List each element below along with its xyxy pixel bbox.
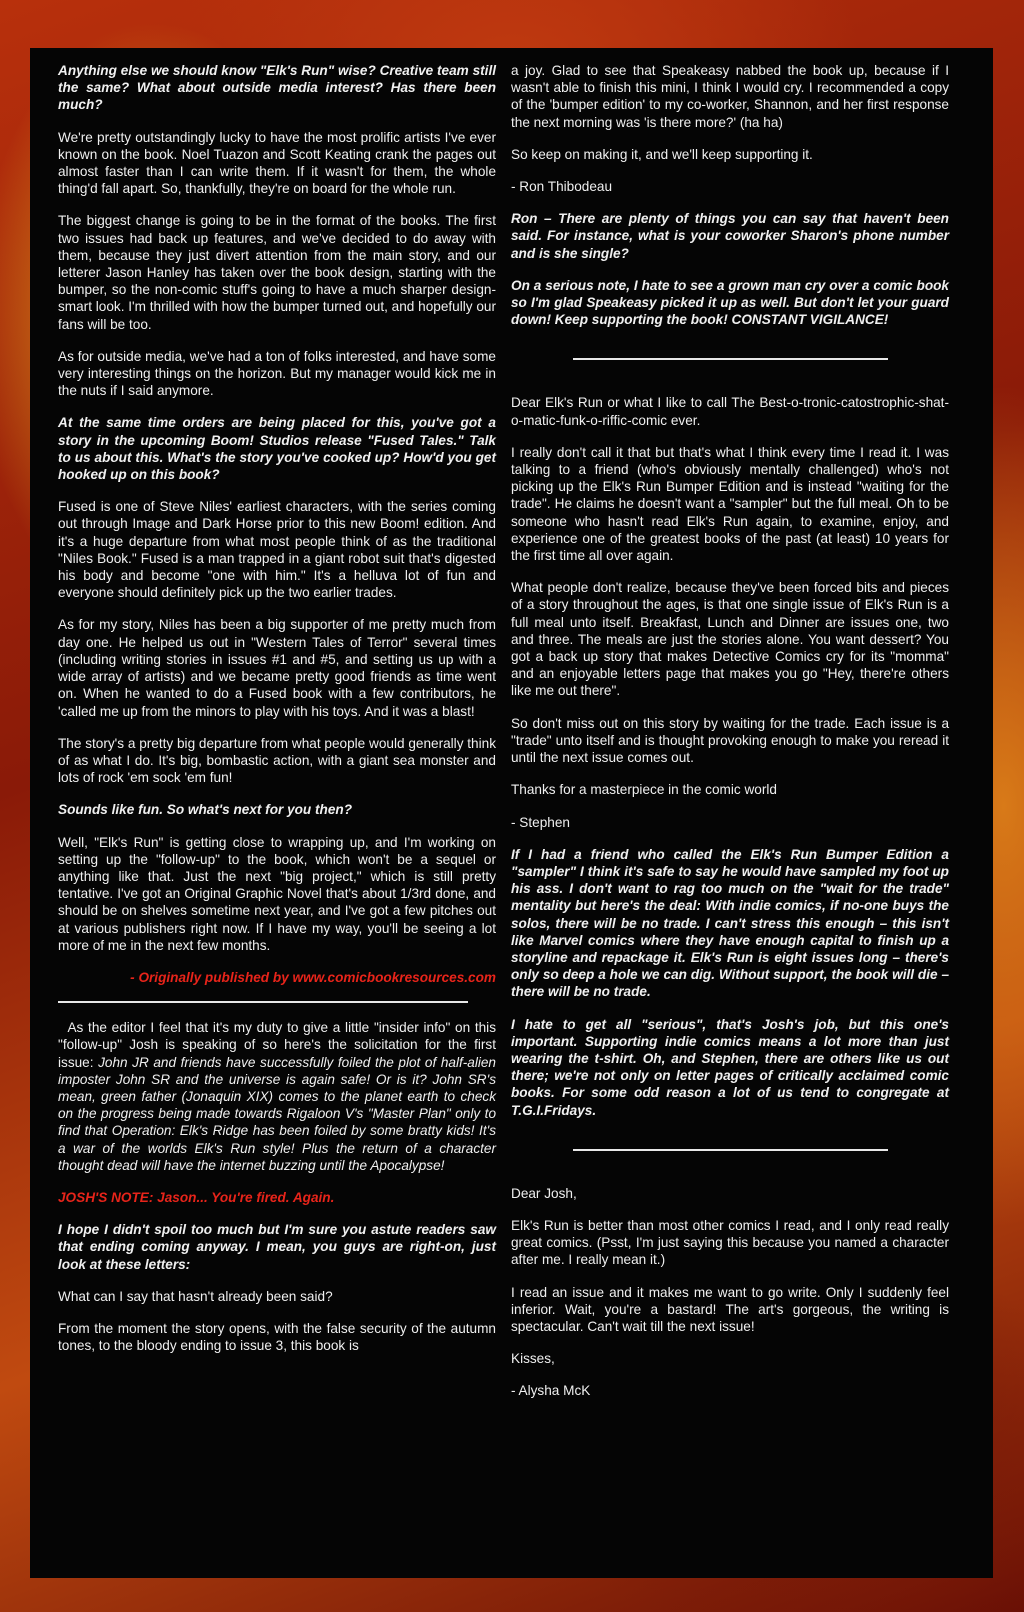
interview-answer-paragraph: Well, "Elk's Run" is getting close to wrapping up, and I'm working on setting up the "follow-up" to the book, which won't be a sequel or anything like that. Just the next "big project," which is still pretty tentative. I've got an Original Graphic Novel that's about 1/3rd done, and should be on shelves sometime next year, and I've got a few pitches out at various publishers right now. If I have my way, you'll be seeing a lot more of me in the next few months. [58,834,496,953]
letter-signature: - Ron Thibodeau [511,179,613,195]
editor-solicitation-paragraph [58,1019,496,1174]
letter-paragraph: Dear Elk's Run or what I like to call The Best-o-tronic-catostrophic-shat-o-matic-funk-o-riffic-comic ever. [511,395,949,428]
editor-reply: I hate to get all "serious", that's Josh's job, but this one's important. Supporting indie comics means a lot more than just wearing the t-shirt. Oh, and Stephen, there are others like us out there; we're not only on letter pages of critically acclaimed comic books. For some odd reason a lot of us tend to congregate at T.G.I.Fridays. [511,1016,949,1118]
letter-paragraph: So keep on making it, and we'll keep supporting it. [511,146,813,162]
editor-reply: Ron – There are plenty of things you can say that haven't been said. For instance, what is your coworker Sharon's phone number and is she single? [511,211,949,261]
interview-answer-paragraph: We're pretty outstandingly lucky to have the most prolific artists I've ever known on the book. Noel Tuazon and Scott Keating crank the pages out almost faster than I can write them. If it wasn't for them, the whole thing'd fall apart. So, thankfully, they're on board for the whole run. [58,129,496,197]
letter-paragraph: So don't miss out on this story by waiting for the trade. Each issue is a "trade" unto itself and is thought provoking enough to make you reread it until the next issue comes out. [511,715,949,766]
letter-paragraph: I really don't call it that but that's what I think every time I read it. I was talking to a friend (who's obviously mentally challenged) who's not picking up the Elk's Run Bumper Edition and is instead "waiting for the trade". He claims he doesn't want a "sampler" but the full meal. Oh to be someone who hasn't read Elk's Run again, to examine, enjoy, and experience one of the greatest books of the past (at least) 10 years for the first time all over again. [511,444,949,564]
interview-answer-paragraph: The story's a pretty big departure from what people would generally think of as what I do. It's big, bombastic action, with a giant sea monster and lots of rock 'em sock 'em fun! [58,735,496,786]
letter-greeting: Dear Josh, [511,1185,577,1201]
editor-reply: On a serious note, I hate to see a grown man cry over a comic book so I'm glad Speakeasy picked it up as well. But don't let your guard down! Keep supporting the book! CONSTANT VIGILANCE! [511,277,949,328]
editor-reply: If I had a friend who called the Elk's Run Bumper Edition a "sampler" I think it's safe to say he would have sampled my foot up his ass. I don't want to rag too much on the "wait for the trade" mentality but here's the deal: With indie comics, if no-one buys the solos, there will be no trade. I can't stress this enough – this isn't like Marvel comics where they have enough capital to finish up a storyline and repackage it. Elk's Run is eight issues long – there's only so deep a hole we can dig. Without support, the book will die – there will be no trade. [511,846,949,1000]
letter-paragraph: What can I say that hasn't already been said? [58,1288,333,1304]
source-credit: - Originally published by www.comicbookresources.com [130,969,496,985]
letters-page-panel [30,48,993,1578]
right-column [511,62,949,1415]
solicitation-text: John JR and friends have successfully foiled the plot of half-alien imposter John SR and the universe is again safe! Or is it? John SR's mean, green father (Jonaquin XIX) comes to the planet earth to check on the progress being made towards Rigaloon V's "Master Plan" only to find that Operation: Elk's Ridge has been foiled by some bratty kids! It's a war of the worlds Elk's Run style! Plus the return of a character thought dead will have the internet buzzing until the Apocalypse! [58,1054,496,1173]
letter-signature: - Alysha McK [511,1383,591,1399]
left-column [58,62,496,1369]
section-divider [58,1001,468,1003]
editor-intro: As the editor I feel that it's my duty to give a little "insider info" on this "follow-up" Josh is speaking of so here's the solicitation for the first issue: [58,1020,496,1070]
section-divider [573,358,888,360]
interview-answer-paragraph: As for my story, Niles has been a big supporter of me pretty much from day one. He helped us out in "Western Tales of Terror" several times (including writing stories in issues #1 and #5, and setting us up with a wide array of artists) and we became pretty good friends as time went on. When he wanted to do a Fused book with a few contributors, he 'called me up from the minors to play with his toys. And it was a blast! [58,617,496,719]
letter-paragraph: a joy. Glad to see that Speakeasy nabbed the book up, because if I wasn't able to finish this mini, I think I would cry. I recommended a copy of the 'bumper edition' to my co-worker, Shannon, and her first response the next morning was 'is there more?' (ha ha) [511,63,949,130]
joshs-note: JOSH'S NOTE: Jason... You're fired. Again. [58,1189,335,1205]
interview-question-2: At the same time orders are being placed for this, you've got a story in the upcoming Boom! Studios release "Fused Tales." Talk to us about this. What's the story you've cooked up? How'd you get hooked up on this book? [58,415,496,483]
letter-paragraph: I read an issue and it makes me want to go write. Only I suddenly feel inferior. Wait, you're a bastard! The art's gorgeous, the writing is spectacular. Can't wait till the next issue! [511,1284,949,1334]
interview-answer-paragraph: As for outside media, we've had a ton of folks interested, and have some very interesting things on the horizon. But my manager would kick me in the nuts if I said anymore. [58,348,496,399]
interview-answer-paragraph: Fused is one of Steve Niles' earliest characters, with the series coming out through Image and Dark Horse prior to this new Boom! edition. And it's a huge departure from what most people think of as the traditional "Niles Book." Fused is a man trapped in a giant robot suit that's digested his body and become "one with him." It's a helluva lot of fun and everyone should definitely pick up the two earlier trades. [58,499,496,601]
interview-question-3: Sounds like fun. So what's next for you then? [58,802,353,818]
interview-answer-paragraph: The biggest change is going to be in the format of the books. The first two issues had back up features, and we've decided to do away with them, because they just divert attention from the main story, and our letterer Jason Hanley has taken over the book design, starting with the bumper, so the non-comic stuff's going to have a much sharper design-smart look. I'm thrilled with how the bumper turned out, and hopefully our fans will be too. [58,213,496,332]
letter-paragraph: From the moment the story opens, with the false security of the autumn tones, to the bloody ending to issue 3, this book is [58,1320,496,1354]
letter-signature: - Stephen [511,814,570,830]
letter-closing: Kisses, [511,1351,555,1367]
interview-question-1: Anything else we should know "Elk's Run" wise? Creative team still the same? What about outside media interest? Has there been much? [58,63,496,113]
editor-outro: I hope I didn't spoil too much but I'm sure you astute readers saw that ending coming anyway. I mean, you guys are right-on, just look at these letters: [58,1222,496,1272]
letter-paragraph: Elk's Run is better than most other comics I read, and I only read really great comics. (Psst, I'm just saying this because you named a character after me. I really mean it.) [511,1217,949,1268]
letter-paragraph: Thanks for a masterpiece in the comic world [511,782,777,798]
letter-paragraph: What people don't realize, because they've been forced bits and pieces of a story throughout the ages, is that one single issue of Elk's Run is a full meal unto itself. Breakfast, Lunch and Dinner are issues one, two and three. The meals are just the stories alone. You want dessert? You got a back up story that makes Detective Comics cry for its "momma" and an enjoyable letters page that makes you go "Hey, there're others like me out there". [511,580,949,699]
section-divider [573,1149,888,1151]
